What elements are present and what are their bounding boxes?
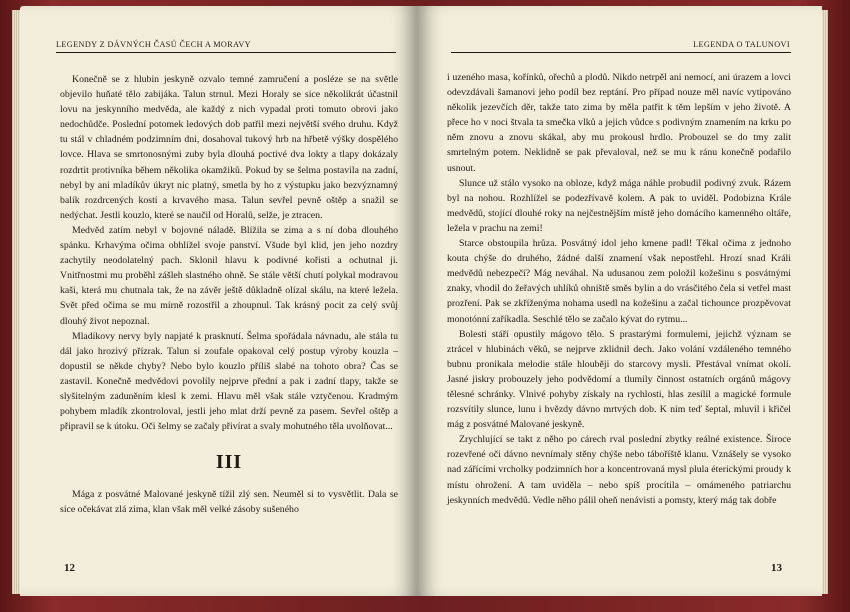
header-rule-left <box>56 52 396 53</box>
paragraph: Starce obstoupila hrůza. Posvátný idol jeho kmene padl! Těkal očima z jednoho kouta chýše do druhého, žádné další znamení však nepostřehl. Hrozí snad Králi medvědů nebezpečí? Mág neváhal. Na udusanou zem položil kožešinu s posvátnými znaky, vhodil do žeřavých uhlíků ohniště směs bylin a do vrásčitého čela si vetřel mast prozření. Pak se zkříženýma nohama usedl na kožešinu a začal tichounce prozpěvovat monotónní zaříkadla. Seschlé tělo se začalo kývat do rytmu... <box>447 238 791 325</box>
page-number-left: 12 <box>64 562 75 574</box>
paragraph: Medvěd zatím nebyl v bojovné náladě. Blížila se zima a s ní doba dlouhého spánku. Krhavýma očima obhlížel svoje panství. Všude byl klid, jen jeho nozdry zachytily neodolatelný pach. Sklonil hlavu k podivné kořisti a ochutnal ji. Vnitřnostmi mu proběhl zášleh slastného ohně. Se stále větší chutí polykal modravou kaši, která mu chutnala tak, že na závěr ještě důkladně olízal skálu, na které ležela. Svět před očima se mu mírně rozostřil a zhoupnul. Tak krásný pocit za celý svůj dlouhý život nepoznal. <box>60 224 398 327</box>
paragraph-continuation: i uzeného masa, kořínků, ořechů a plodů. Nikdo netrpěl ani nemocí, ani úrazem a lovci odevzdávali šamanovi jeho podíl bez reptání. Pro případ nouze měl navíc vytipováno několik jezevčích děr, takže tato zima by měla patřit k těm lepším v jeho životě. A přece ho v noci štvala ta smečka vlků a jejich vůdce s podivným znamením na krku po něm znovu a znovu skákal, aby mu prokousl hrdlo. Probouzel se do tmy zalit smrtelným potem. Neklidně se pak převaloval, než se mu k ránu konečně podařilo usnout. <box>447 72 791 174</box>
left-page-body <box>60 72 398 518</box>
paragraph: Zrychlující se takt z něho po cárech rval poslední zbytky reálné existence. Široce rozevřené oči dávno nevnímaly stěny chýše nebo táboříště klanu. Vznášely se vysoko nad zářícími vrcholky podzimních hor a koncentrovaná mysl plula éterickými proudy k místu ohrožení. A tam uviděla – nebo spíš procítila – omámeného patriarchu jeskynních medvědů. Vedle něho pálil oheň nenávisti a pomsty, který mág tak dobře <box>447 434 791 506</box>
right-page <box>417 6 822 596</box>
paragraph: Slunce už stálo vysoko na obloze, když mága náhle probudil podivný zvuk. Rázem byl na nohou. Rozhlížel se podezřívavě kolem. A pak to uviděl. Podobizna Krále medvědů, stojící dlouhé roky na nejčestnějším místě jeho domácího kamenného oltáře, ležela v prachu na zemi! <box>447 177 791 234</box>
paragraph: Mága z posvátné Malované jeskyně tížil zlý sen. Neuměl si to vysvětlit. Dala se sice očekávat zlá zima, klan však měl velké zásoby sušeného <box>60 489 398 516</box>
header-rule-right <box>451 52 791 53</box>
left-page <box>20 6 417 596</box>
paragraph: Bolesti stáří opustily mágovo tělo. S prastarými formulemi, jejichž význam se ztrácel v hlubinách věků, se nejprve zklidnil dech. Jako volání vzdáleného temného bubnu pronikala melodie stále hlouběji do starcovy mysli. Přestával vnímat okolí. Jasné jiskry probouzely jeho podvědomí a tlumily činnost ostatních orgánů mágovy tělesné schránky. Vlnivé pohyby získaly na rychlosti, hlas zesílil a magické formule rozsvítily slunce, lunu i hvězdy dávno mrtvých dob. K nim teď šeptal, mluvil i křičel mág z posvátné Malované jeskyně. <box>447 328 791 431</box>
chapter-heading: III <box>215 451 243 474</box>
paragraph: Mladíkovy nervy byly napjaté k prasknutí. Šelma spořádala návnadu, ale stála tu dál jako hrozivý přízrak. Talun si zoufale opakoval celý postup výroby kouzla – dopustil se někde chyby? Nebo bylo kouzlo příliš slabé na tohoto obra? Čas se zastavil. Konečně medvědovi povolily nejprve přední a pak i zadní tlapy, takže se slyšitelným zaduněním klesl k zemi. Hlavu měl však stále vztyčenou. Kradmým pohybem mladík zkontroloval, jestli jeho mlat drží pevně za pasem. Sevřel oštěp a připravil se k útoku. Oči šelmy se začaly přivírat a svaly mohutného těla uvolňovat... <box>60 330 398 433</box>
paragraph: Konečně se z hlubin jeskyně ozvalo temné zamručení a posléze se na světle objevilo huňaté tělo zabijáka. Talun strnul. Mezi Horaly se sice několikrát účastnil lovu na jeskynního medvěda, ale každý z nich vypadal proti tomuto obrovi jako nedochůdče. Poslední potomek ledových dob patřil mezi největší svého druhu. Když tu stál v chladném podzimním dni, dosahoval tukový hrb na hřbetě výšky dospělého lovce. Hlava se smrtonosnými zuby byla dlouhá poctivé dva lokty a tlapy dokázaly rozdrtit protivníka během několika okamžiků. Pokud by se šelma postavila na zadní, nebyl by ani mladíkův úkryt nic platný, smetla by ho z výstupku jako bezvýznamný balík rozdrcených kostí a krvavého masa. Talun sevřel pevně oštěp a snažil se nedýchat. Jestli kouzlo, které se naučil od Horalů, selže, je ztracen. <box>60 74 398 221</box>
page-number-right: 13 <box>771 562 782 574</box>
right-page-body <box>447 70 791 508</box>
running-head-left: LEGENDY Z DÁVNÝCH ČASŮ ČECH A MORAVY <box>56 40 251 49</box>
running-head-right: LEGENDA O TALUNOVI <box>693 40 790 49</box>
